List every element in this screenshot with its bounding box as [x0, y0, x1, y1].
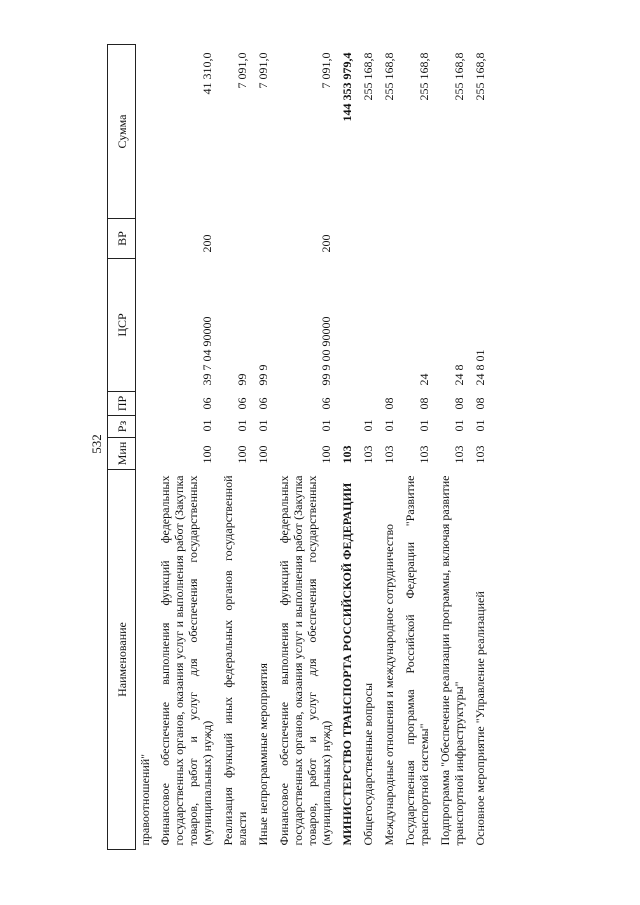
cell-min: 100 — [319, 445, 333, 464]
cell-csr — [379, 259, 400, 392]
cell-rz: 01 — [235, 419, 249, 432]
cell-name: Общегосударственные вопросы — [361, 682, 375, 846]
header-sum: Сумма — [108, 45, 136, 219]
cell-sum: 7 091,0 — [319, 52, 333, 89]
cell-vr — [358, 219, 379, 259]
cell-sum: 255 168,8 — [361, 52, 375, 101]
cell-rz — [337, 416, 358, 438]
cell-csr: 24 8 01 — [473, 349, 487, 386]
cell-rz: 01 — [200, 419, 214, 432]
cell-pr: 06 — [200, 397, 214, 410]
cell-vr — [253, 219, 274, 259]
cell-pr: 08 — [473, 397, 487, 410]
cell-pr — [136, 392, 156, 416]
page-number: 532 — [89, 434, 104, 454]
cell-rz: 01 — [452, 419, 466, 432]
cell-min: 103 — [473, 445, 487, 464]
cell-name: Подпрограмма "Обеспечение реализации программы, включая развитие транспортной инфраструктуры" — [438, 475, 466, 846]
cell-sum: 7 091,0 — [235, 52, 249, 89]
cell-vr: 200 — [319, 234, 333, 253]
table-row — [274, 45, 337, 850]
cell-vr — [337, 219, 358, 259]
cell-sum: 7 091,0 — [256, 52, 270, 89]
header-vr: ВР — [108, 219, 136, 259]
cell-csr: 99 — [235, 373, 249, 386]
cell-name: Финансовое обеспечение выполнения функций федеральных государственных органов, оказания услуг и выполнения работ (Закупка товаров, работ и услуг для обеспечения государственных (муниципальных) нужд) — [277, 475, 333, 846]
cell-vr: 200 — [200, 234, 214, 253]
cell-pr — [337, 392, 358, 416]
table-row — [435, 45, 470, 850]
table-row — [379, 45, 400, 850]
cell-rz: 01 — [256, 419, 270, 432]
cell-min: 103 — [361, 445, 375, 464]
cell-csr: 99 9 — [256, 364, 270, 386]
cell-csr — [337, 259, 358, 392]
cell-pr: 06 — [235, 397, 249, 410]
header-name: Наименование — [108, 470, 136, 850]
cell-vr — [379, 219, 400, 259]
budget-table — [107, 44, 491, 850]
cell-csr: 39 7 04 90000 — [200, 316, 214, 386]
cell-vr — [400, 219, 435, 259]
cell-csr — [358, 259, 379, 392]
cell-rz: 01 — [382, 419, 396, 432]
cell-name: Международные отношения и международное сотрудничество — [382, 523, 396, 846]
cell-min: 100 — [200, 445, 214, 464]
header-rz: Рз — [108, 416, 136, 438]
header-min: Мин — [108, 438, 136, 470]
cell-min: 103 — [452, 445, 466, 464]
cell-vr — [218, 219, 253, 259]
cell-sum — [136, 45, 156, 219]
cell-rz: 01 — [473, 419, 487, 432]
header-csr: ЦСР — [108, 259, 136, 392]
cell-name: Реализация функций иных федеральных органов государственной власти — [221, 475, 249, 846]
cell-rz: 01 — [417, 419, 431, 432]
cell-min: 103 — [417, 445, 431, 464]
cell-pr: 06 — [319, 397, 333, 410]
cell-rz: 01 — [361, 419, 375, 432]
cell-name: Финансовое обеспечение выполнения функций федеральных государственных органов, оказания услуг и выполнения работ (Закупка товаров, работ и услуг для обеспечения государственных (муниципальных) нужд) — [158, 475, 214, 846]
table-row — [218, 45, 253, 850]
cell-min: 103 — [382, 445, 396, 464]
table-row — [253, 45, 274, 850]
cell-pr: 08 — [452, 397, 466, 410]
cell-name: Основное мероприятие "Управление реализацией — [473, 591, 487, 846]
cell-name: МИНИСТЕРСТВО ТРАНСПОРТА РОССИЙСКОЙ ФЕДЕРАЦИИ — [340, 482, 354, 846]
cell-min — [136, 438, 156, 470]
cell-sum: 255 168,8 — [452, 52, 466, 101]
cell-name: правоотношений" — [138, 753, 152, 846]
table-row — [400, 45, 435, 850]
header-pr: ПР — [108, 392, 136, 416]
cell-name: Государственная программа Российской Федерации "Развитие транспортной системы" — [403, 475, 431, 846]
cell-vr — [136, 219, 156, 259]
cell-csr: 24 8 — [452, 364, 466, 386]
cell-csr: 99 9 00 90000 — [319, 316, 333, 386]
cell-pr: 08 — [382, 397, 396, 410]
cell-name: Иные непрограммные мероприятия — [256, 663, 270, 846]
cell-sum: 255 168,8 — [417, 52, 431, 101]
table-header-row — [108, 45, 136, 850]
table-row — [155, 45, 218, 850]
cell-sum: 255 168,8 — [473, 52, 487, 101]
cell-csr — [136, 259, 156, 392]
cell-vr — [435, 219, 470, 259]
cell-vr — [470, 219, 491, 259]
cell-pr — [358, 392, 379, 416]
cell-rz — [136, 416, 156, 438]
cell-min: 100 — [235, 445, 249, 464]
cell-csr: 24 — [417, 373, 431, 386]
table-row — [470, 45, 491, 850]
table-row — [337, 45, 358, 850]
cell-rz: 01 — [319, 419, 333, 432]
cell-sum: 144 353 979,4 — [340, 52, 354, 122]
cell-sum: 255 168,8 — [382, 52, 396, 101]
rotated-page — [107, 45, 607, 850]
cell-min: 100 — [256, 445, 270, 464]
cell-pr: 08 — [417, 397, 431, 410]
cell-min: 103 — [340, 445, 354, 464]
table-row — [358, 45, 379, 850]
cell-sum: 41 310,0 — [200, 52, 214, 95]
cell-pr: 06 — [256, 397, 270, 410]
table-row — [136, 45, 156, 850]
